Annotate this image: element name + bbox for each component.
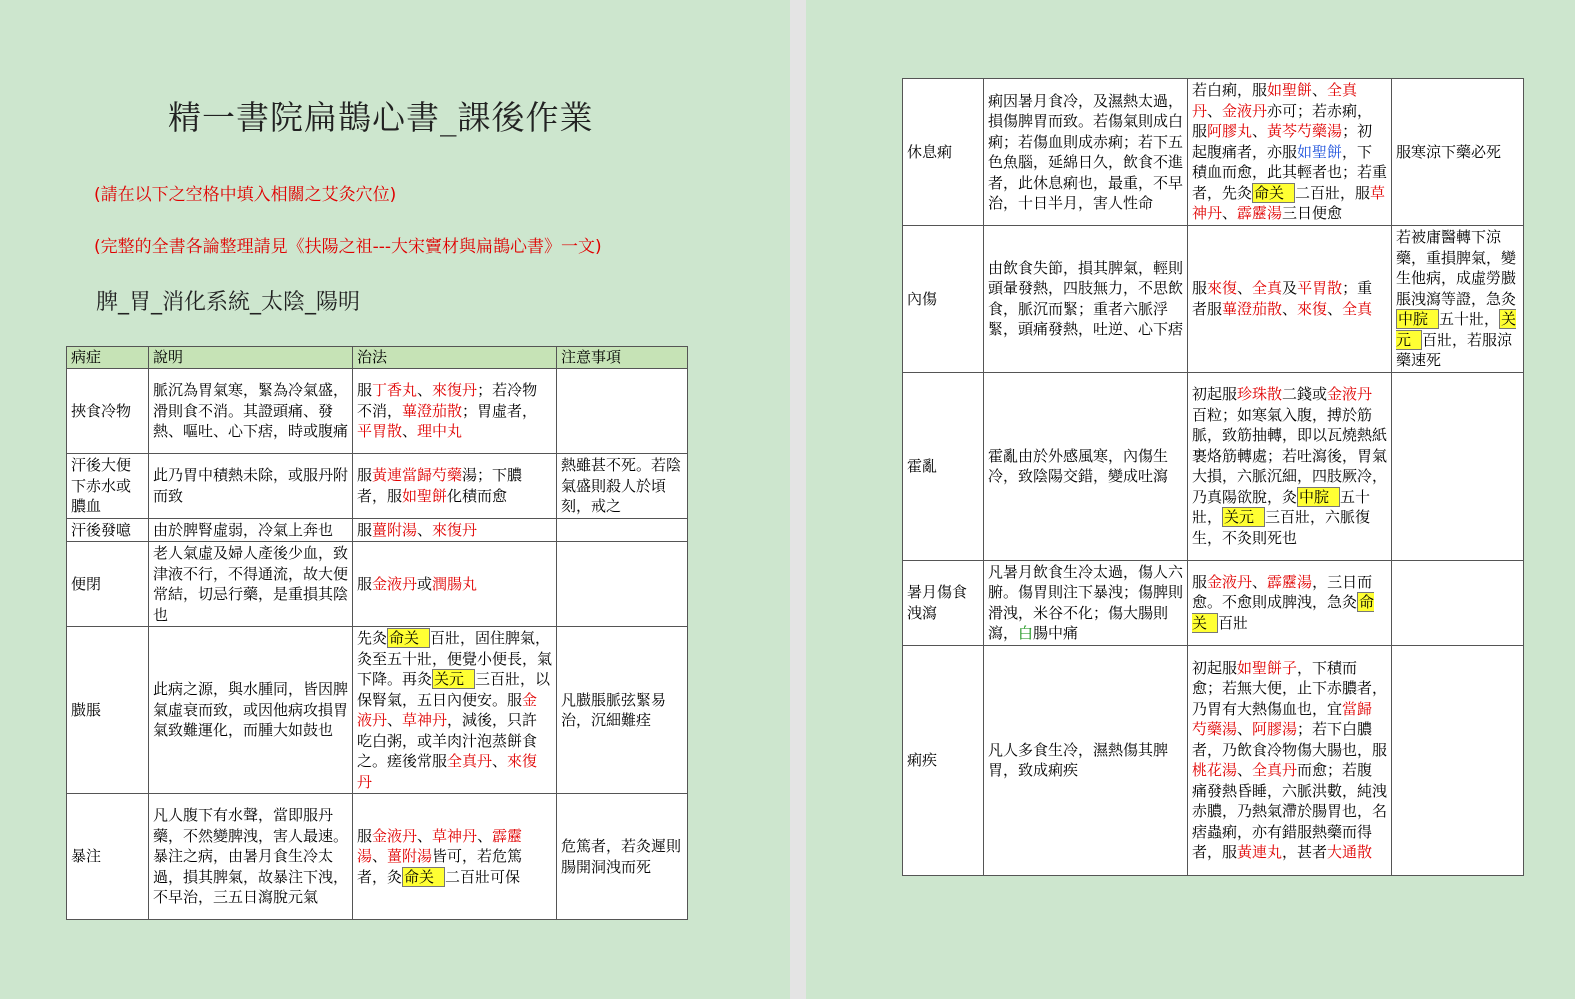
- cell-text: ，甚者: [1282, 843, 1328, 861]
- table-row: [903, 372, 1524, 560]
- cell-text: 由飲食失節，損其脾氣，輕則頭暈發熱，四肢無力，不思飲食，脈沉而緊；重者六脈浮緊，頭痛發熱，吐逆、心下痞: [988, 258, 1184, 339]
- page-title: 精一書院扁鵲心書_課後作業: [168, 98, 594, 137]
- herb-name: 霹靂湯: [1267, 572, 1313, 591]
- herb-name: 草神丹: [1192, 183, 1386, 223]
- cell-text: 若被庸醫轉下涼藥，重損脾氣，變生他病，成虛勞臌脹洩瀉等證，急灸: [1396, 228, 1517, 308]
- herb-name: 潤腸丸: [432, 574, 478, 593]
- notes-cell: [1392, 645, 1524, 875]
- header-disease: 病症: [67, 347, 149, 369]
- herb-name: 黃芩芍藥湯: [1267, 122, 1343, 141]
- cell-text: 臌脹: [71, 700, 102, 719]
- disease-cell: [903, 645, 984, 875]
- herb-name: 理中丸: [417, 422, 463, 441]
- acupoint-highlight: 命关: [402, 867, 445, 887]
- cell-text: 、: [1237, 720, 1253, 738]
- disease-table-left: [66, 346, 688, 920]
- table-row: [903, 645, 1524, 875]
- cell-text: 凡人多食生冷，濕熱傷其脾胃，致成痢疾: [988, 740, 1169, 779]
- cell-text: 三百壯，以保腎氣，五日內便安。服: [357, 670, 551, 709]
- cell-text: 、: [417, 381, 433, 400]
- treatment-cell: [1188, 560, 1392, 645]
- cell-text: 此乃胃中積熱未除，或服丹附而致: [153, 466, 349, 505]
- cell-text: 先灸: [357, 629, 388, 647]
- cell-text: 脈沉為胃氣寒，緊為冷氣盛，滑則食不消。其證頭痛、發熱、嘔吐、心下痞，時或腹痛: [153, 381, 349, 441]
- cell-text: 、: [1312, 81, 1328, 100]
- cell-text: 五十壯，: [1439, 310, 1500, 328]
- cell-text: 、: [402, 422, 418, 441]
- cell-text: 、: [1282, 299, 1298, 318]
- herb-name: 蓽澄茄散: [1222, 299, 1283, 318]
- herb-name: 阿膠湯: [1252, 720, 1298, 738]
- herb-name: 金液丹: [357, 690, 538, 729]
- cell-text: 、: [1237, 761, 1253, 779]
- cell-text: 五十壯，: [1192, 487, 1371, 526]
- herb-name: 來復丹: [357, 752, 538, 791]
- cell-text: 、: [1252, 572, 1268, 591]
- herb-name: 如聖餅: [1297, 142, 1343, 161]
- herb-name: 珍珠散: [1237, 385, 1283, 403]
- table-row: [67, 627, 688, 794]
- disease-cell: [67, 627, 149, 794]
- acupoint-highlight: 中脘: [1396, 309, 1439, 329]
- header-treatment: 治法: [353, 347, 557, 369]
- herb-name: 金液丹: [372, 826, 418, 845]
- header-description: 說明: [149, 347, 353, 369]
- cell-text: ，下積血而愈，此其輕者也；若重者，先灸: [1192, 142, 1388, 202]
- cell-text: ；重者服: [1192, 279, 1373, 318]
- cell-text: ；若下白膿者，乃飲食冷物傷大腸也，服: [1192, 720, 1388, 759]
- table-row: [67, 518, 688, 542]
- cell-text: 服: [357, 574, 373, 593]
- treatment-cell: [353, 518, 557, 542]
- disease-cell: [67, 794, 149, 920]
- acupoint-highlight: 关元: [1222, 507, 1265, 527]
- acupoint-highlight: 命关: [1192, 593, 1375, 632]
- cell-text: 、: [1237, 279, 1253, 298]
- cell-text: 服: [357, 381, 373, 400]
- cell-text: 服: [357, 520, 373, 539]
- herb-name: 草神丹: [432, 826, 478, 845]
- cell-text: 由於脾腎虛弱，冷氣上奔也: [153, 520, 334, 539]
- table-header-row: [67, 347, 688, 369]
- cell-text: 二錢或: [1282, 385, 1328, 403]
- notes-cell: [557, 794, 688, 920]
- cell-text: 汗後大便下赤水或膿血: [71, 456, 132, 515]
- herb-name: 全真: [1252, 279, 1283, 298]
- cell-text: 、: [417, 826, 433, 845]
- cell-text: 百粒；如寒氣入腹，搏於筋脈，致筋抽轉，即以瓦燒熱紙裹烙筋轉處；若吐瀉後，胃氣大損，六脈沉細，四肢厥冷，乃真陽欲脫，灸: [1192, 405, 1388, 506]
- herb-name: 薑附湯: [372, 520, 418, 539]
- acupoint-highlight: 命关: [1252, 183, 1295, 203]
- cell-text: 老人氣虛及婦人產後少血，致津液不行，不得通流，故大便常結，切忌行藥，是重損其陰也: [153, 544, 349, 624]
- cell-text: 霍亂由於外感風寒，內傷生冷，致陰陽交錯，變成吐瀉: [988, 446, 1169, 485]
- herb-name: 草神丹: [402, 711, 448, 729]
- treatment-cell: [353, 454, 557, 519]
- table-row: [903, 79, 1524, 226]
- herb-name: 金液丹: [1327, 385, 1373, 403]
- table-row: [67, 454, 688, 519]
- disease-cell: [903, 226, 984, 373]
- herb-name: 如聖餅: [1267, 81, 1313, 100]
- cell-text: 亦可；若赤痢，服: [1192, 101, 1373, 141]
- acupoint-highlight: 命关: [387, 628, 430, 648]
- acupoint-highlight: 关元: [1396, 310, 1517, 349]
- cell-text: ；若冷物不消，: [357, 381, 538, 420]
- description-cell: [149, 518, 353, 542]
- cell-text: 、: [1207, 101, 1223, 120]
- cell-text: 挾食冷物: [71, 401, 132, 420]
- herb-name: 霹靂湯: [357, 826, 523, 866]
- cell-text: 凡暑月飲食生冷太過，傷人六腑。傷胃則注下暴洩；傷脾則滑洩，米谷不化；傷大腸則瀉，: [988, 562, 1184, 642]
- herb-name: 金液丹: [1207, 572, 1253, 591]
- cell-text: 二百壯，服: [1295, 183, 1371, 202]
- cell-text: 內傷: [907, 289, 938, 308]
- cell-text: 皆可，若危篤者，灸: [357, 847, 523, 886]
- notes-cell: [557, 369, 688, 454]
- cell-text: 服: [357, 466, 373, 485]
- treatment-cell: [353, 794, 557, 920]
- herb-name: 霹靂湯: [1237, 204, 1283, 223]
- cell-text: 及: [1282, 279, 1298, 298]
- cell-text: ，下積而愈；若無大便，止下赤膿者，乃胃有大熱傷血也，宜: [1192, 658, 1388, 718]
- herb-name: 黃連丸: [1237, 843, 1283, 861]
- cell-text: 痢疾: [907, 750, 938, 769]
- cell-text: 服: [1192, 279, 1208, 298]
- cell-text: 百壯，若服涼藥速死: [1396, 330, 1513, 369]
- disease-cell: [903, 560, 984, 645]
- cell-text: 暴注: [71, 847, 102, 866]
- colored-text: 白: [1018, 624, 1034, 642]
- acupoint-highlight: 中脘: [1297, 487, 1340, 507]
- disease-cell: [67, 518, 149, 542]
- description-cell: [149, 369, 353, 454]
- herb-name: 來復丹: [432, 381, 478, 400]
- description-cell: [984, 226, 1188, 373]
- cell-text: 或: [417, 574, 433, 593]
- herb-name: 來復丹: [432, 520, 478, 539]
- herb-name: 如聖餅: [402, 486, 448, 505]
- disease-cell: [67, 369, 149, 454]
- cell-text: 服寒涼下藥必死: [1396, 142, 1502, 161]
- cell-text: 、: [387, 711, 403, 729]
- cell-text: 服: [357, 826, 373, 845]
- treatment-cell: [1188, 645, 1392, 875]
- herb-name: 大通散: [1327, 843, 1373, 861]
- herb-name: 平胃散: [1297, 279, 1343, 298]
- herb-name: 全真丹: [1252, 761, 1298, 779]
- treatment-cell: [353, 369, 557, 454]
- cell-text: 、: [1252, 122, 1268, 141]
- herb-name: 如聖餅子: [1237, 658, 1298, 677]
- herb-name: 當歸芍藥湯: [1192, 699, 1373, 738]
- cell-text: 、: [1222, 204, 1238, 223]
- description-cell: [149, 794, 353, 920]
- notes-cell: [1392, 372, 1524, 560]
- herb-name: 蓽澄茄散: [402, 401, 463, 420]
- table-row: [67, 794, 688, 920]
- treatment-cell: [353, 627, 557, 794]
- description-cell: [984, 79, 1188, 226]
- cell-text: 、: [1327, 299, 1343, 318]
- herb-name: 黃連當歸芍藥: [372, 466, 463, 485]
- notes-cell: [1392, 226, 1524, 373]
- cell-text: 二百壯可保: [445, 867, 521, 886]
- herb-name: 阿膠丸: [1207, 122, 1253, 141]
- table-row: [903, 226, 1524, 373]
- cell-text: 凡臌脹脈弦緊易治，沉細難痊: [561, 690, 667, 729]
- cell-text: 百壯: [1218, 613, 1249, 632]
- cell-text: ；胃虛者，: [462, 401, 538, 420]
- description-cell: [984, 372, 1188, 560]
- header-notes: 注意事項: [557, 347, 688, 369]
- page-divider: [790, 0, 806, 999]
- cell-text: 、: [417, 520, 433, 539]
- cell-text: 湯；下膿者，服: [357, 466, 523, 505]
- cell-text: 三百壯，六脈復生，不灸則死也: [1192, 508, 1371, 547]
- cell-text: 危篤者，若灸遲則腸開洞洩而死: [561, 837, 682, 876]
- herb-name: 金液丹: [1222, 101, 1268, 120]
- herb-name: 全真丹: [1192, 81, 1358, 120]
- notes-cell: [557, 454, 688, 519]
- cell-text: 汗後發噫: [71, 520, 132, 539]
- right-page: [806, 0, 1575, 999]
- cell-text: ；初起腹痛者，亦服: [1192, 122, 1373, 161]
- disease-cell: [67, 454, 149, 519]
- section-heading: 脾_胃_消化系統_太陰_陽明: [96, 290, 361, 315]
- herb-name: 來復: [1207, 279, 1238, 298]
- herb-name: 全真丹: [447, 752, 493, 770]
- acupoint-highlight: 关元: [432, 669, 475, 689]
- description-cell: [149, 627, 353, 794]
- instruction-note: (請在以下之空格中填入相關之艾灸穴位): [94, 185, 397, 205]
- cell-text: 便閉: [71, 574, 102, 593]
- cell-text: 暑月傷食洩瀉: [907, 583, 968, 622]
- disease-cell: [67, 542, 149, 627]
- herb-name: 丁香丸: [372, 381, 418, 400]
- treatment-cell: [353, 542, 557, 627]
- notes-cell: [1392, 79, 1524, 226]
- description-cell: [149, 542, 353, 627]
- cell-text: 腸中痛: [1033, 624, 1079, 642]
- description-cell: [149, 454, 353, 519]
- cell-text: 化積而愈: [447, 486, 508, 505]
- cell-text: 痢因暑月食冷，及濕熱太過，損傷脾胃而致。若傷氣則成白痢；若傷血則成赤痢；若下五色魚腦，延綿日久，飲食不進者，此休息痢也，最重，不早治，十日半月，害人性命: [988, 91, 1184, 212]
- cell-text: 休息痢: [907, 142, 953, 161]
- description-cell: [984, 645, 1188, 875]
- herb-name: 全真: [1342, 299, 1373, 318]
- description-cell: [984, 560, 1188, 645]
- treatment-cell: [1188, 79, 1392, 226]
- notes-cell: [557, 518, 688, 542]
- table-row: [67, 542, 688, 627]
- cell-text: 百壯，固住脾氣，灸至五十壯，便覺小便長，氣下降。再灸: [357, 629, 553, 688]
- cell-text: 熱雖甚不死。若陰氣盛則殺人於頃刻，戒之: [561, 456, 682, 515]
- cell-text: 而愈；若腹痛發熱昏睡，六脈洪數，純洩赤膿，乃熱氣滯於腸胃也，名痞蟲痢，亦有錯服熱藥而得者，服: [1192, 761, 1388, 861]
- notes-cell: [557, 627, 688, 794]
- cell-text: 初起服: [1192, 385, 1238, 403]
- table-row: [903, 560, 1524, 645]
- disease-table-right: [902, 78, 1524, 876]
- notes-cell: [557, 542, 688, 627]
- herb-name: 平胃散: [357, 422, 403, 441]
- cell-text: 若白痢，服: [1192, 81, 1268, 100]
- cell-text: ，減後，只許吃白粥，或羊肉汁泡蒸餅食之。瘥後常服: [357, 711, 538, 770]
- herb-name: 金液丹: [372, 574, 418, 593]
- treatment-cell: [1188, 372, 1392, 560]
- cell-text: 服: [1192, 572, 1208, 591]
- cell-text: 霍亂: [907, 456, 938, 475]
- cell-text: 三日便愈: [1282, 204, 1343, 223]
- cell-text: ，三日而愈。不愈則成脾洩，急灸: [1192, 572, 1373, 612]
- table-row: [67, 369, 688, 454]
- reference-note: (完整的全書各論整理請見《扶陽之祖---大宋竇材與扁鵲心書》一文): [94, 237, 602, 257]
- herb-name: 薑附湯: [387, 847, 433, 866]
- treatment-cell: [1188, 226, 1392, 373]
- herb-name: 來復: [1297, 299, 1328, 318]
- herb-name: 桃花湯: [1192, 761, 1238, 779]
- cell-text: 、: [477, 826, 493, 845]
- cell-text: 、: [372, 847, 388, 866]
- cell-text: 初起服: [1192, 658, 1238, 677]
- disease-cell: [903, 372, 984, 560]
- cell-text: 凡人腹下有水聲，當即服丹藥，不然變脾洩，害人最速。暴注之病，由暑月食生冷太過，損其脾氣，故暴注下洩，不早治，三五日瀉脫元氣: [153, 806, 349, 907]
- notes-cell: [1392, 560, 1524, 645]
- cell-text: 此病之源，與水腫同，皆因脾氣虛衰而致，或因他病攻損胃氣致難運化，而腫大如鼓也: [153, 680, 349, 740]
- disease-cell: [903, 79, 984, 226]
- cell-text: 、: [492, 752, 508, 770]
